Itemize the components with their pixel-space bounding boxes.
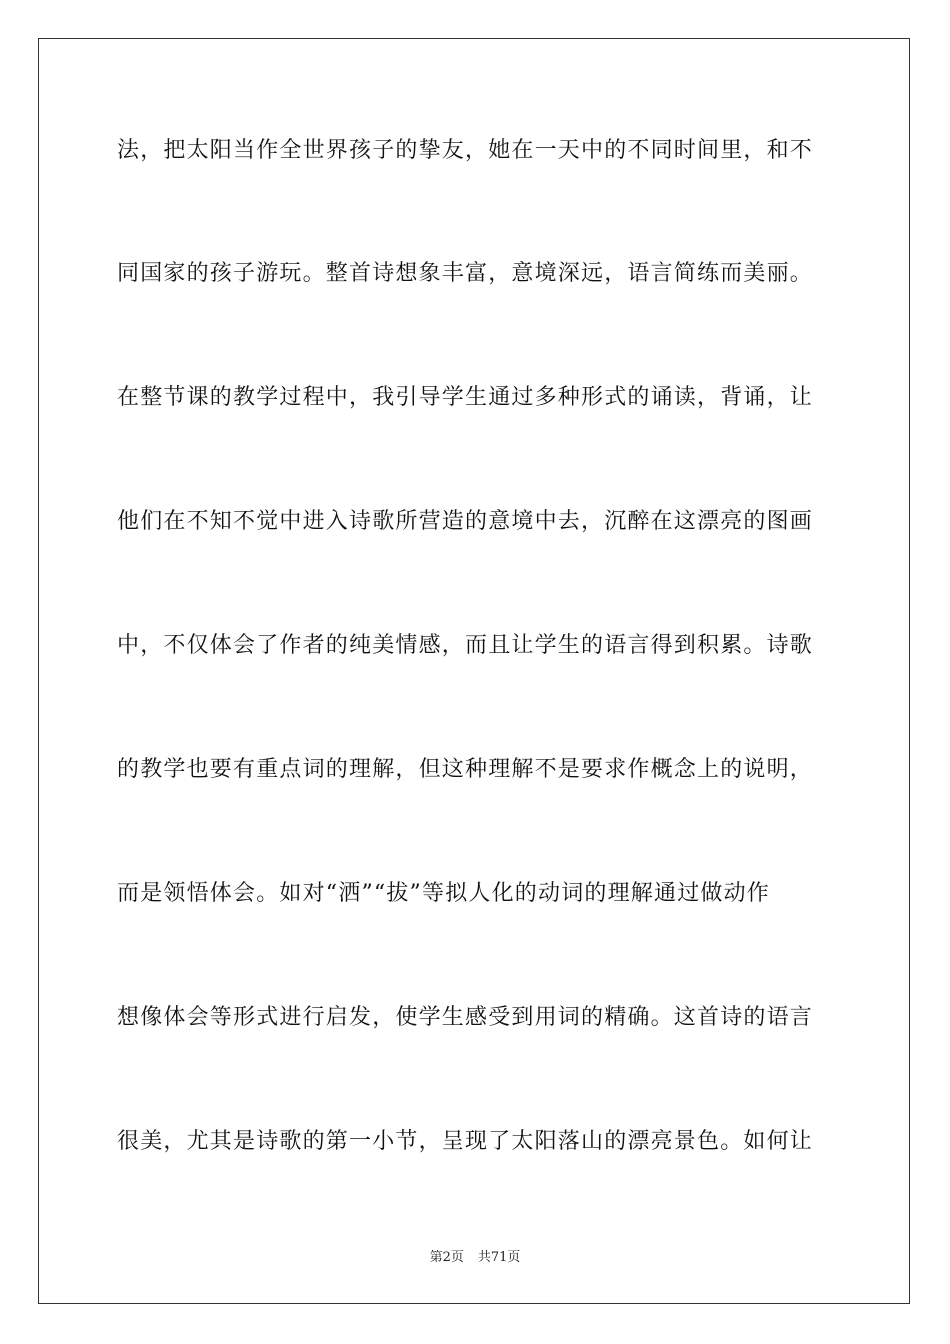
page-border xyxy=(38,38,910,1304)
page-number: 第2页 xyxy=(429,1250,464,1265)
text-line-1: 法，把太阳当作全世界孩子的挚友，她在一天中的不同时间里，和不 xyxy=(117,138,814,163)
text-line-8: 想像体会等形式进行启发，使学生感受到用词的精确。这首诗的语言 xyxy=(117,1005,814,1030)
text-line-3: 在整节课的教学过程中，我引导学生通过多种形式的诵读，背诵，让 xyxy=(117,385,814,410)
text-line-4: 他们在不知不觉中进入诗歌所营造的意境中去，沉醉在这漂亮的图画 xyxy=(117,509,814,534)
text-line-6: 的教学也要有重点词的理解，但这种理解不是要求作概念上的说明， xyxy=(117,757,814,782)
text-line-5: 中，不仅体会了作者的纯美情感，而且让学生的语言得到积累。诗歌 xyxy=(117,633,814,658)
page-footer xyxy=(0,1246,950,1265)
page-total: 共71页 xyxy=(477,1250,521,1265)
text-line-9: 很美，尤其是诗歌的第一小节，呈现了太阳落山的漂亮景色。如何让 xyxy=(117,1129,814,1154)
text-line-7: 而是领悟体会。如对“洒”“拔”等拟人化的动词的理解通过做动作 xyxy=(117,881,770,906)
text-line-2: 同国家的孩子游玩。整首诗想象丰富，意境深远，语言简练而美丽。 xyxy=(117,261,814,286)
